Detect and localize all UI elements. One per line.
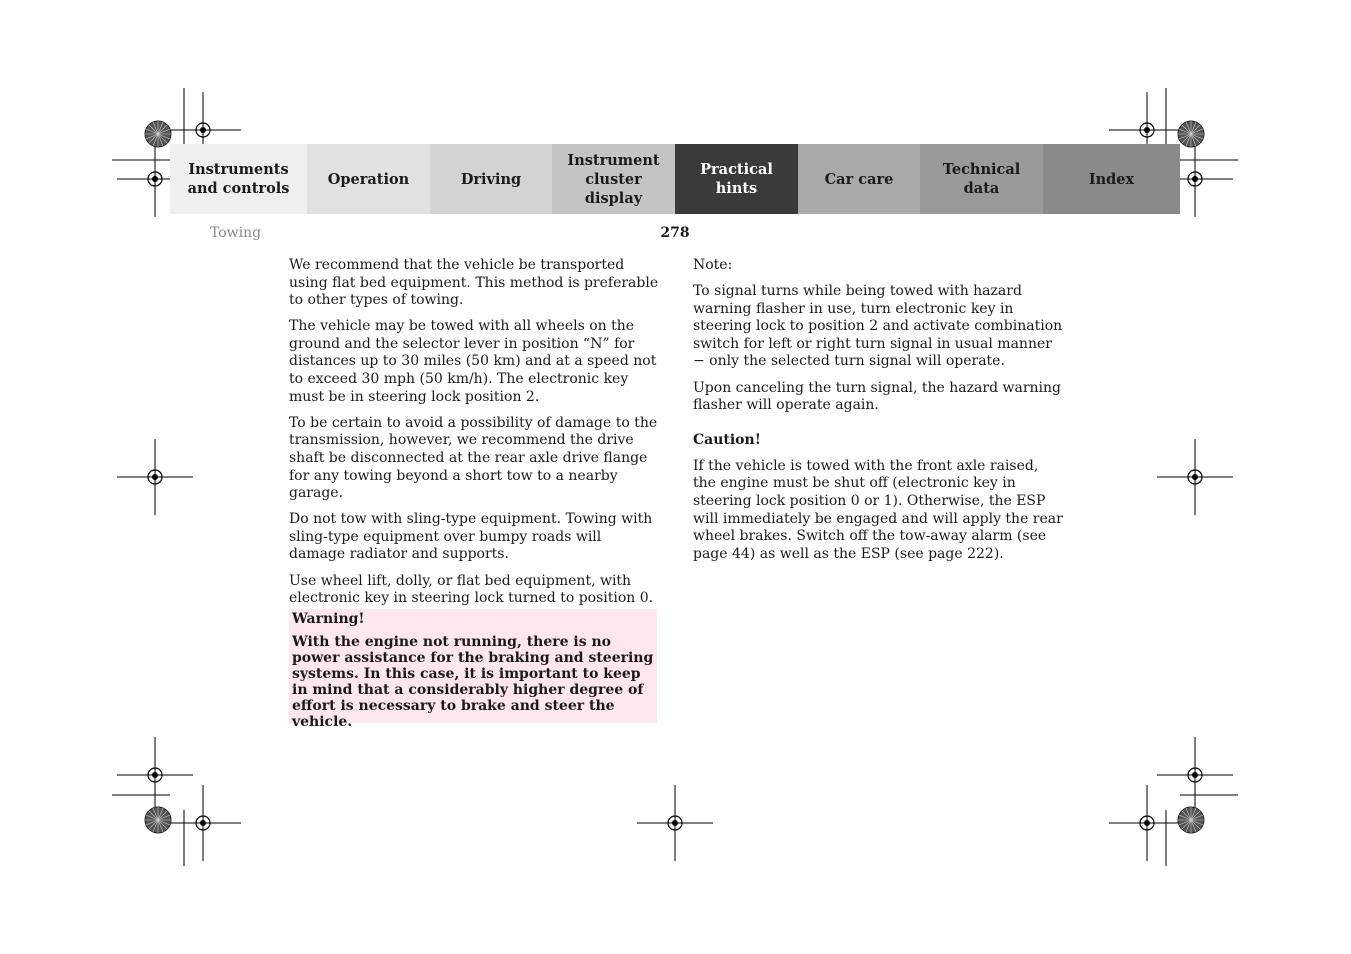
- note-title: Note:: [693, 257, 733, 273]
- tab-instruments-and-controls[interactable]: Instruments and controls: [170, 144, 307, 214]
- page-number: 278: [660, 225, 690, 241]
- tab-car-care[interactable]: Car care: [798, 144, 920, 214]
- chapter-tabs: [170, 144, 1180, 214]
- tab-instrument-cluster-display[interactable]: Instrument cluster display: [552, 144, 675, 214]
- paragraph: Use wheel lift, dolly, or flat bed equipment, with electronic key in steering lock turned to position 0.: [289, 572, 654, 607]
- section-title: Towing: [210, 225, 262, 241]
- left-column: [289, 257, 661, 616]
- tab-operation[interactable]: Operation: [307, 144, 430, 214]
- paragraph: We recommend that the vehicle be transported using flat bed equipment. This method is preferable to other types of towing.: [289, 257, 659, 309]
- note-paragraph: Upon canceling the turn signal, the hazard warning flasher will operate again.: [693, 379, 1061, 414]
- warning-box: [289, 609, 657, 730]
- paragraph: To be certain to avoid a possibility of damage to the transmission, however, we recommend the drive shaft be disconnected at the rear axle drive flange for any towing beyond a short tow to a nearby garage.: [289, 414, 658, 502]
- caution-title: Caution!: [693, 431, 761, 448]
- paragraph: Do not tow with sling-type equipment. Towing with sling-type equipment over bumpy roads will damage radiator and supports.: [289, 511, 653, 563]
- tab-index[interactable]: Index: [1043, 144, 1180, 214]
- warning-title: Warning!: [292, 611, 365, 627]
- tab-technical-data[interactable]: Technical data: [920, 144, 1043, 214]
- tab-practical-hints[interactable]: Practical hints: [675, 144, 798, 214]
- tab-driving[interactable]: Driving: [430, 144, 552, 214]
- right-column: [693, 257, 1065, 572]
- caution-body: If the vehicle is towed with the front axle raised, the engine must be shut off (electronic key in steering lock position 0 or 1). Otherwise, the ESP will immediately be engaged and will apply the rear wheel brakes. Switch off the tow-away alarm (see page 44) as well as the ESP (see page 222).: [693, 457, 1063, 562]
- warning-body: With the engine not running, there is no power assistance for the braking and steering systems. In this case, it is important to keep in mind that a considerably higher degree of effort is necessary to brake and steer the vehicle.: [292, 634, 654, 730]
- paragraph: The vehicle may be towed with all wheels on the ground and the selector lever in position “N” for distances up to 30 miles (50 km) and at a speed not to exceed 30 mph (50 km/h). The electronic key must be in steering lock position 2.: [289, 318, 657, 405]
- note-paragraph: To signal turns while being towed with hazard warning flasher in use, turn electronic key in steering lock to position 2 and activate combination switch for left or right turn signal in usual manner − only the selected turn signal will operate.: [693, 283, 1063, 370]
